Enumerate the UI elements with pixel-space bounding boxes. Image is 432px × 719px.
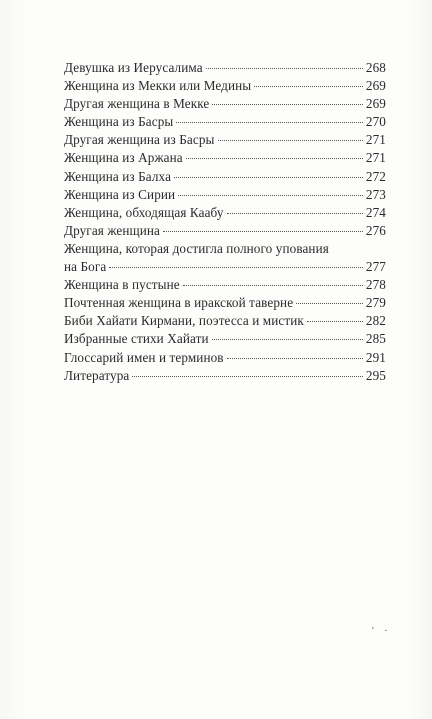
toc-entry-title: Женщина из Мекки или Медины: [64, 78, 252, 94]
toc-entry-page: 269: [365, 78, 386, 94]
toc-entry-page: 279: [365, 295, 386, 311]
toc-entry: [64, 95, 386, 113]
toc-entry-title-continued: на Бога: [64, 259, 107, 275]
dot-leader: [254, 86, 363, 87]
toc-entry: [64, 330, 386, 348]
toc-entry: [64, 204, 386, 222]
toc-entry: [64, 186, 386, 204]
toc-entry-title: Другая женщина из Басры: [64, 132, 215, 148]
toc-entry: [64, 349, 386, 367]
dot-leader: [186, 158, 363, 159]
dot-leader: [227, 358, 363, 359]
dot-leader: [296, 303, 363, 304]
toc-entry-title: Другая женщина в Мекке: [64, 96, 210, 112]
toc-entry-page: 268: [365, 60, 386, 75]
toc-entry-title: Женщина в пустыне: [64, 277, 180, 293]
toc-entry-page: 276: [365, 222, 386, 238]
toc-entry-title: Девушка из Иерусалима: [64, 60, 203, 75]
dot-leader: [218, 140, 363, 141]
toc-entry-title: Женщина из Басры: [64, 114, 174, 130]
toc-entry-page: 271: [365, 132, 386, 148]
toc-entry-line: [64, 240, 386, 258]
toc-entry: [64, 77, 386, 95]
toc-entry-page: 274: [365, 204, 386, 220]
toc-entry-title: Почтенная женщина в иракской таверне: [64, 295, 294, 311]
dot-leader: [212, 104, 363, 105]
toc-entry-title: Избранные стихи Хайати: [64, 331, 209, 347]
toc-entry-page: 273: [365, 186, 386, 202]
dot-leader: [176, 122, 363, 123]
toc-entry: [64, 59, 386, 77]
dot-leader: [163, 231, 363, 232]
print-speck: ' ·: [372, 626, 392, 637]
toc-entry-page: 271: [365, 150, 386, 166]
toc-entry: [64, 294, 386, 312]
toc-entry: [64, 131, 386, 149]
toc-entry-title: Литература: [64, 367, 130, 383]
toc-entry-title: Женщина из Сирии: [64, 186, 176, 202]
table-of-contents: [64, 59, 386, 385]
toc-entry: [64, 312, 386, 330]
toc-entry: [64, 113, 386, 131]
toc-entry: [64, 222, 386, 240]
toc-entry-page: 277: [365, 259, 386, 275]
toc-entry-page: 291: [365, 349, 386, 365]
toc-entry-title: Глоссарий имен и терминов: [64, 349, 224, 365]
toc-entry-page: 278: [365, 277, 386, 293]
dot-leader: [183, 285, 363, 286]
toc-entry: [64, 149, 386, 167]
toc-entry-multiline: [64, 240, 386, 276]
toc-entry-title: Женщина из Балха: [64, 168, 172, 184]
toc-entry-title: Другая женщина: [64, 222, 161, 238]
toc-entry-page: 282: [365, 313, 386, 329]
toc-entry-page: 272: [365, 168, 386, 184]
dot-leader: [206, 68, 363, 69]
toc-entry-title: Женщина, обходящая Каабу: [64, 204, 224, 220]
dot-leader: [109, 267, 363, 268]
toc-entry-page: 270: [365, 114, 386, 130]
dot-leader: [227, 213, 363, 214]
toc-entry-title: Биби Хайати Кирмани, поэтесса и мистик: [64, 313, 304, 329]
dot-leader: [307, 321, 363, 322]
dot-leader: [132, 376, 363, 377]
toc-entry-title: Женщина из Аржана: [64, 150, 183, 166]
dot-leader: [174, 177, 363, 178]
toc-entry-line: [64, 258, 386, 276]
toc-entry-title: Женщина, которая достигла полного упования: [64, 240, 329, 256]
toc-entry: [64, 168, 386, 186]
toc-entry-page: 295: [365, 367, 386, 383]
dot-leader: [178, 195, 363, 196]
toc-entry-page: 285: [365, 331, 386, 347]
toc-entry: [64, 367, 386, 385]
dot-leader: [212, 339, 363, 340]
toc-entry-page: 269: [365, 96, 386, 112]
toc-entry: [64, 276, 386, 294]
